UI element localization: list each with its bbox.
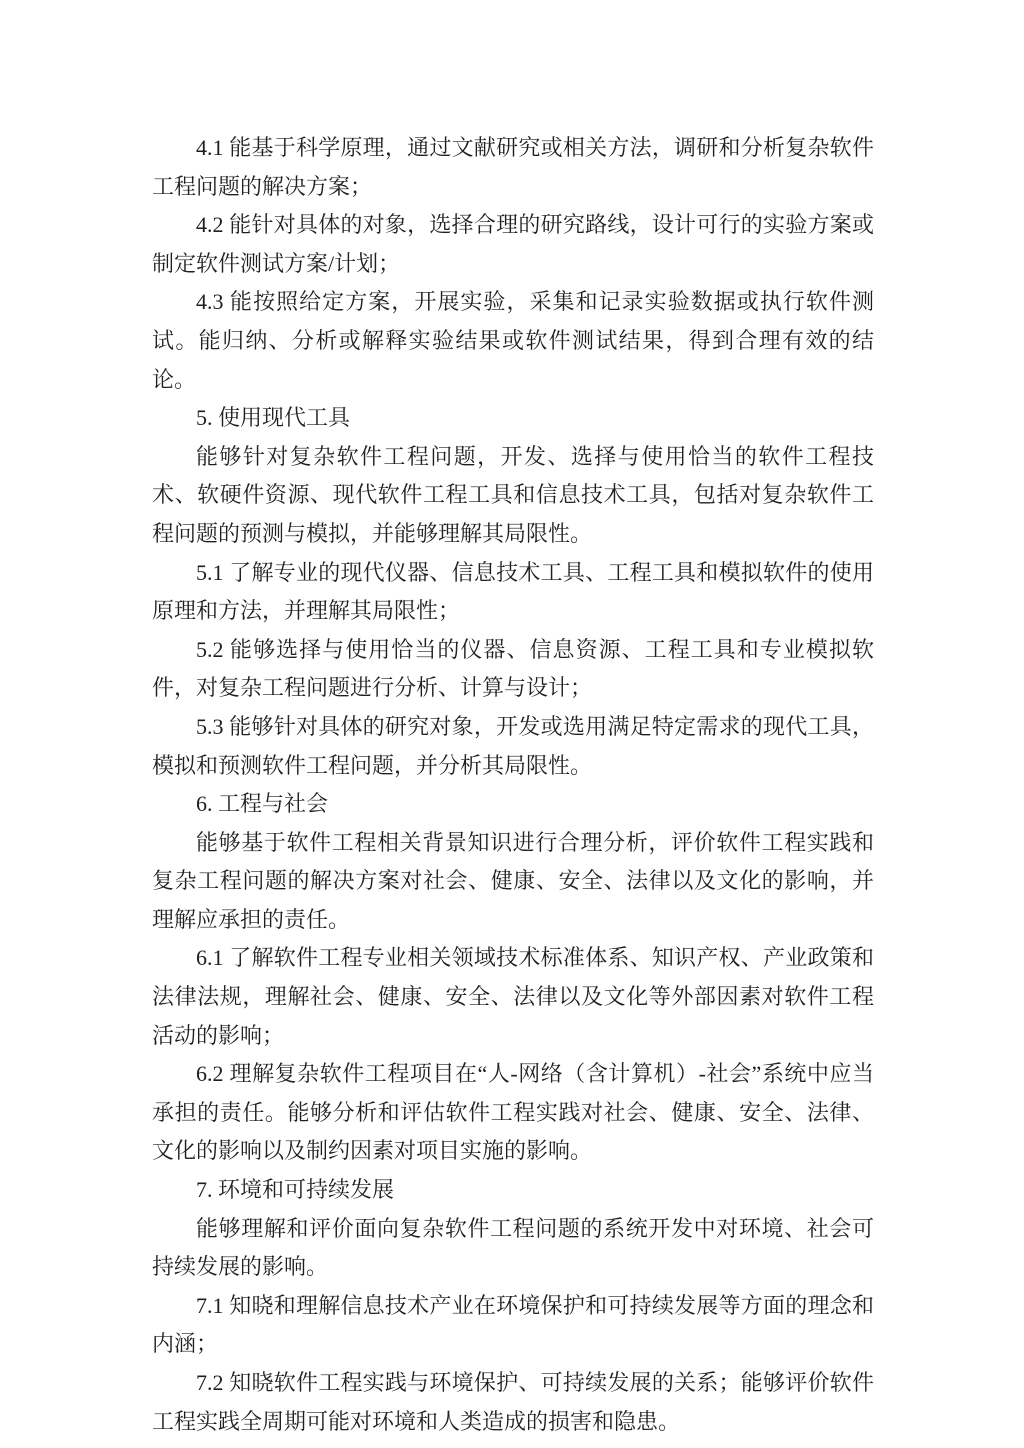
paragraph-4-2: 4.2 能针对具体的对象，选择合理的研究路线，设计可行的实验方案或制定软件测试方案/计划；	[152, 212, 874, 276]
paragraph-4-1: 4.1 能基于科学原理，通过文献研究或相关方法，调研和分析复杂软件工程问题的解决方案；	[152, 135, 874, 199]
body-text	[152, 129, 874, 1441]
paragraph-7-intro: 能够理解和评价面向复杂软件工程问题的系统开发中对环境、社会可持续发展的影响。	[152, 1215, 874, 1280]
section-heading-7: 7. 环境和可持续发展	[196, 1177, 395, 1203]
paragraph-4-3: 4.3 能按照给定方案，开展实验，采集和记录实验数据或执行软件测试。能归纳、分析或解释实验结果或软件测试结果，得到合理有效的结论。	[152, 289, 874, 392]
paragraph-6-1: 6.1 了解软件工程专业相关领域技术标准体系、知识产权、产业政策和法律法规，理解社会、健康、安全、法律以及文化等外部因素对软件工程活动的影响；	[152, 945, 874, 1048]
section-heading-5: 5. 使用现代工具	[196, 405, 351, 431]
paragraph-6-2: 6.2 理解复杂软件工程项目在“人-网络（含计算机）-社会”系统中应当承担的责任。能够分析和评估软件工程实践对社会、健康、安全、法律、文化的影响以及制约因素对项目实施的影响。	[152, 1061, 874, 1164]
paragraph-5-2: 5.2 能够选择与使用恰当的仪器、信息资源、工程工具和专业模拟软件，对复杂工程问题进行分析、计算与设计；	[152, 636, 874, 701]
paragraph-7-2: 7.2 知晓软件工程实践与环境保护、可持续发展的关系；能够评价软件工程实践全周期可能对环境和人类造成的损害和隐患。	[152, 1370, 874, 1434]
paragraph-5-3: 5.3 能够针对具体的研究对象，开发或选用满足特定需求的现代工具，模拟和预测软件工程问题，并分析其局限性。	[152, 713, 874, 778]
paragraph-6-intro: 能够基于软件工程相关背景知识进行合理分析，评价软件工程实践和复杂工程问题的解决方案对社会、健康、安全、法律以及文化的影响，并理解应承担的责任。	[152, 829, 874, 932]
paragraph-7-1: 7.1 知晓和理解信息技术产业在环境保护和可持续发展等方面的理念和内涵；	[152, 1292, 874, 1357]
paragraph-5-1: 5.1 了解专业的现代仪器、信息技术工具、工程工具和模拟软件的使用原理和方法，并理解其局限性；	[152, 559, 874, 624]
section-heading-6: 6. 工程与社会	[196, 791, 329, 817]
paragraph-5-intro: 能够针对复杂软件工程问题，开发、选择与使用恰当的软件工程技术、软硬件资源、现代软件工程工具和信息技术工具，包括对复杂软件工程问题的预测与模拟，并能够理解其局限性。	[152, 443, 874, 546]
